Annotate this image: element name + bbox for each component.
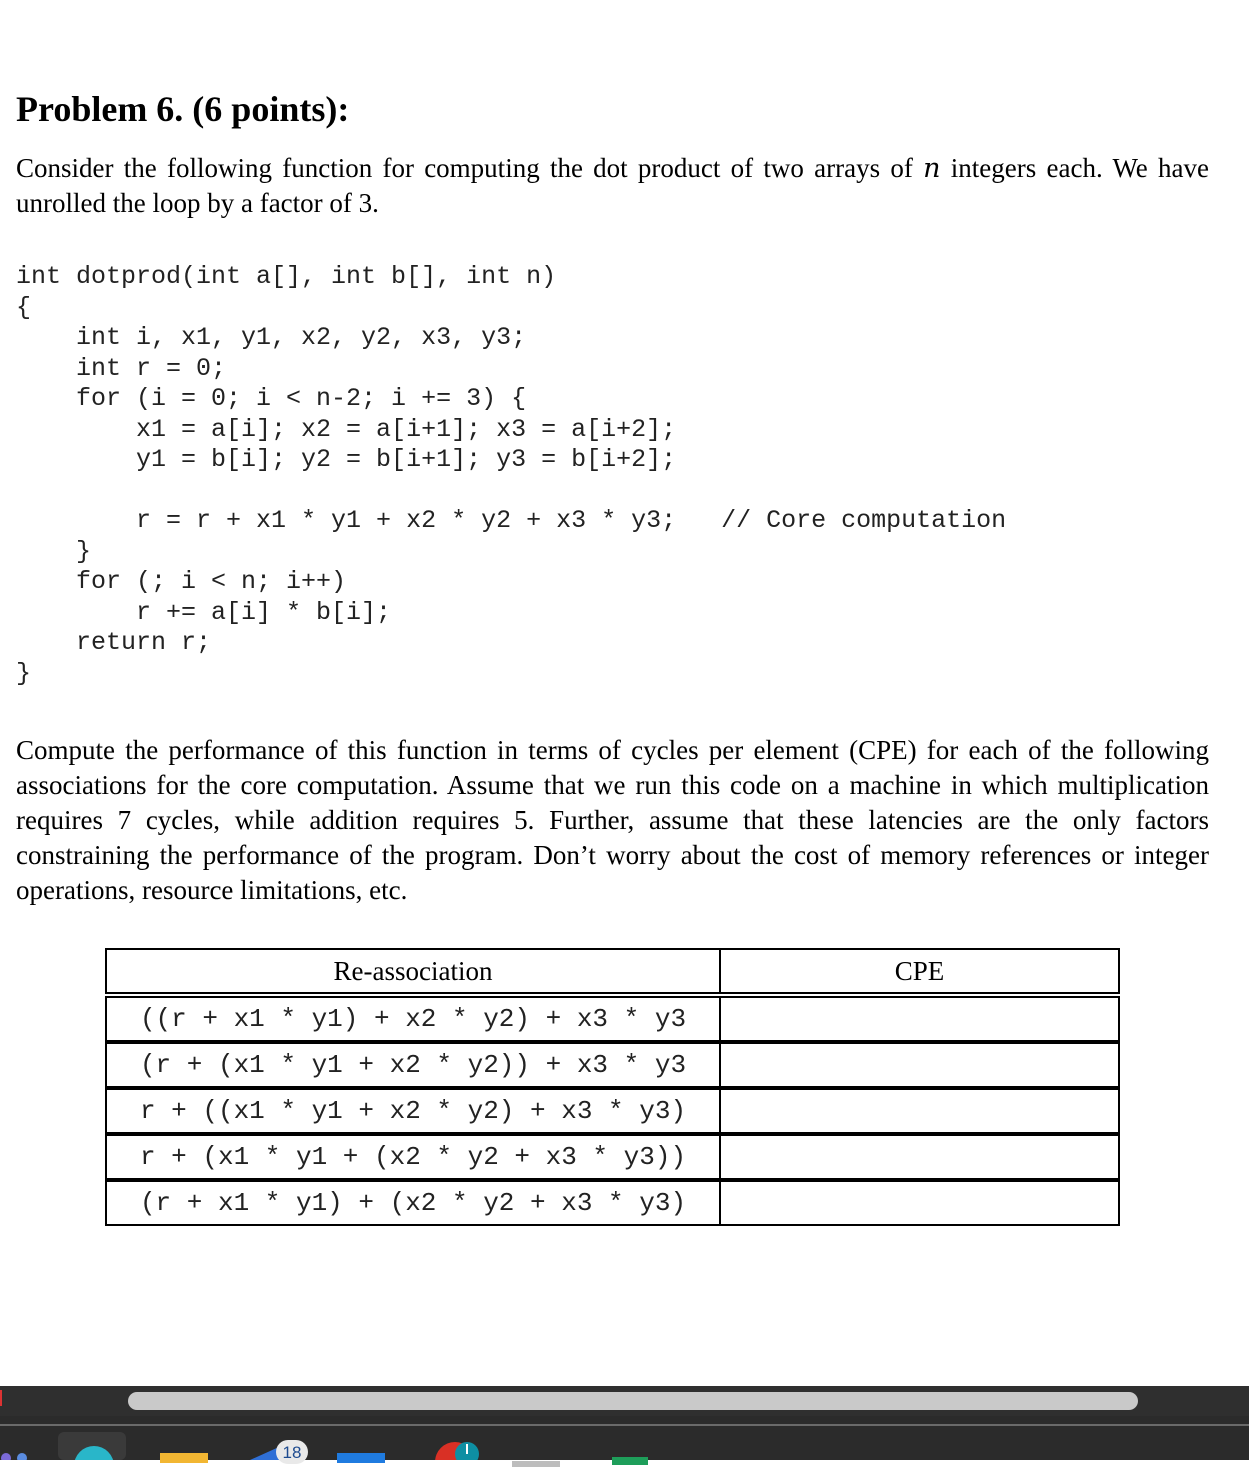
code-line: } [16,536,92,566]
code-line: int i, x1, y1, x2, y2, x3, y3; [16,323,527,352]
app-icon[interactable] [512,1454,562,1472]
reassociation-expr: (r + (x1 * y1 + x2 * y2)) + x3 * y3 [105,1042,720,1088]
header-cpe: CPE [720,948,1120,994]
scrollbar-thumb[interactable] [128,1392,1138,1410]
scroll-marker [0,1390,2,1406]
active-app-highlight[interactable] [58,1432,128,1465]
reassociation-expr: ((r + x1 * y1) + x2 * y2) + x3 * y3 [105,996,720,1042]
code-line: for (i = 0; i < n-2; i += 3) { [16,384,527,413]
notification-badge: 18 [276,1440,308,1464]
table-row [105,1042,1120,1088]
app-icon[interactable] [612,1452,652,1470]
table-row [105,1180,1120,1226]
code-line: x1 = a[i]; x2 = a[i+1]; x3 = a[i+2]; [16,414,677,444]
folder-icon[interactable] [160,1450,210,1468]
code-line [16,476,1006,507]
intro-paragraph [16,151,1209,221]
code-line: for (; i < n; i++) [16,567,347,596]
reassociation-expr: r + (x1 * y1 + (x2 * y2 + x3 * y3)) [105,1134,720,1180]
reassociation-expr: r + ((x1 * y1 + x2 * y2) + x3 * y3) [105,1088,720,1134]
table-row [105,996,1120,1042]
reassociation-table [105,948,1120,1226]
table-row [105,1088,1120,1134]
launcher-dots-icon[interactable] [0,1436,30,1465]
cpe-answer-cell[interactable] [720,1042,1120,1088]
problem-title: Problem 6. (6 points): [16,89,350,129]
intro-text-before: Consider the following function for computing the dot product of two arrays of [16,153,924,183]
intro-text-after: integers each. We have unrolled the loop by a factor of 3. [16,153,1209,218]
question-paragraph: Compute the performance of this function in terms of cycles per element (CPE) for each of the following associations for the core computation. Assume that we run this code on a machine in which multiplication requires 7 cycles, while addition requires 5. Further, assume that these latencies are the only factors constraining the performance of the program. Don’t worry about the cost of memory references or integer operations, resource limitations, etc. [16,735,1209,905]
mail-icon[interactable] [337,1450,387,1468]
code-line: y1 = b[i]; y2 = b[i+1]; y3 = b[i+2]; [16,445,677,474]
code-line: return r; [16,628,212,657]
cpe-answer-cell[interactable] [720,1180,1120,1226]
header-reassociation: Re-association [105,948,720,994]
code-line: int dotprod(int a[], int b[], int n) [16,262,557,291]
intro-var-n: n [923,153,941,184]
cpe-answer-cell[interactable] [720,1088,1120,1134]
dock-divider [0,1424,1249,1426]
code-line: r = r + x1 * y1 + x2 * y2 + x3 * y3; // Core computation [16,506,1007,535]
code-line: { [16,292,32,322]
code-block [16,262,1006,689]
code-line: } [16,658,32,688]
cpe-answer-cell[interactable] [720,1134,1120,1180]
code-line: r += a[i] * b[i]; [16,597,392,627]
cpe-answer-cell[interactable] [720,996,1120,1042]
code-line: int r = 0; [16,353,227,383]
table-row [105,1134,1120,1180]
reassociation-expr: (r + x1 * y1) + (x2 * y2 + x3 * y3) [105,1180,720,1226]
chrome-icon[interactable] [425,1440,485,1465]
